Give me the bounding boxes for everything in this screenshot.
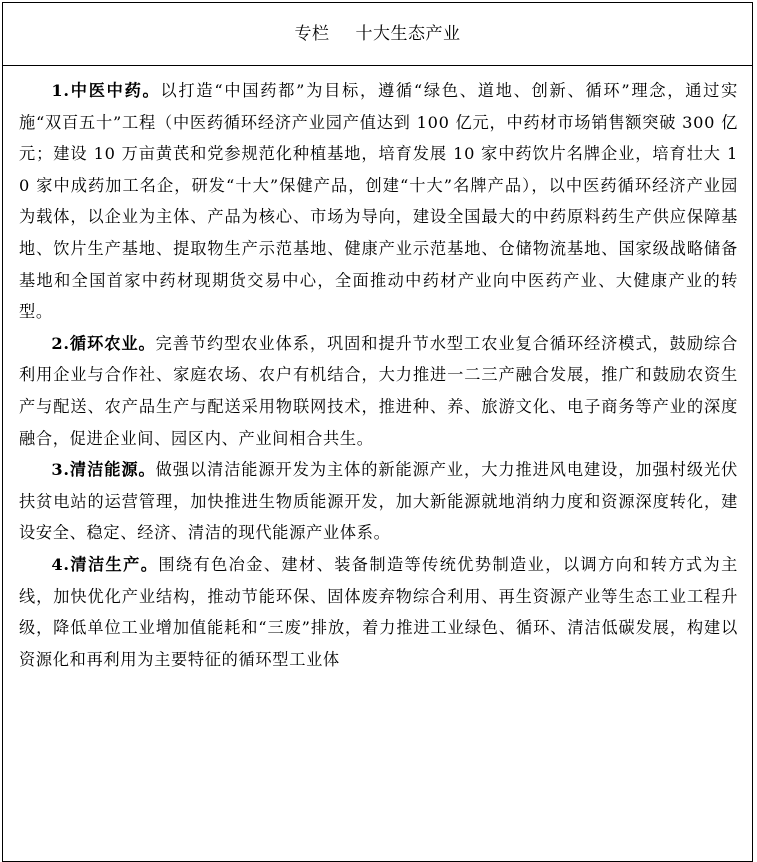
- column-content: [3, 66, 752, 675]
- paragraph-heading: 4.清洁生产。: [51, 554, 159, 574]
- column-title: 十大生态产业: [355, 24, 461, 44]
- paragraph-heading: 1.中医中药。: [51, 81, 161, 100]
- paragraph-text: 做强以清洁能源开发为主体的新能源产业，大力推进风电建设，加强村级光伏扶贫电站的运营管理，加快推进生物质能源开发，加大新能源就地消纳力度和资源深度转化，建设安全、稳定、经济、清洁的现代能源产业体系。: [19, 460, 738, 543]
- paragraph-tcm: [19, 75, 738, 328]
- paragraph-clean-energy: [19, 454, 738, 549]
- paragraph-heading: 3.清洁能源。: [51, 460, 156, 480]
- paragraph-circular-agriculture: [19, 328, 738, 454]
- column-label: 专栏: [294, 24, 330, 44]
- paragraph-text: 完善节约型农业体系，巩固和提升节水型工农业复合循环经济模式，鼓励综合利用企业与合作社、家庭农场、农户有机结合，大力推进一二三产融合发展，推广和鼓励农资生产与配送、农产品生产与配送采用物联网技术，推进种、养、旅游文化、电子商务等产业的深度融合，促进企业间、园区内、产业间相合共生。: [19, 333, 738, 448]
- column-box: [2, 2, 753, 862]
- paragraph-text: 围绕有色冶金、建材、装备制造等传统优势制造业，以调方向和转方式为主线，加快优化产业结构，推动节能环保、固体废弃物综合利用、再生资源产业等生态工业工程升级，降低单位工业增加值能耗和“三废”排放，着力推进工业绿色、循环、清洁低碳发展，构建以资源化和再利用为主要特征的循环型工业体: [19, 554, 738, 669]
- paragraph-clean-production: [19, 549, 738, 675]
- paragraph-heading: 2.循环农业。: [51, 333, 156, 353]
- column-header: [3, 3, 752, 66]
- paragraph-text: 以打造“中国药都”为目标，遵循“绿色、道地、创新、循环”理念，通过实施“双百五十”工程（中医药循环经济产业园产值达到 100 亿元，中药材市场销售额突破 300 亿元；建设 10 万亩黄芪和党参规范化种植基地，培育发展 10 家中药饮片名牌企业，培育壮大 10 家中成药加工名企，研发“十大”保健产品，创建“十大”名牌产品），以中医药循环经济产业园为载体，以企业为主体、产品为核心、市场为导向，建设全国最大的中药原料药生产供应保障基地、饮片生产基地、提取物生产示范基地、健康产业示范基地、仓储物流基地、国家级战略储备基地和全国首家中药材现期货交易中心，全面推动中药材产业向中医药产业、大健康产业的转型。: [19, 81, 738, 322]
